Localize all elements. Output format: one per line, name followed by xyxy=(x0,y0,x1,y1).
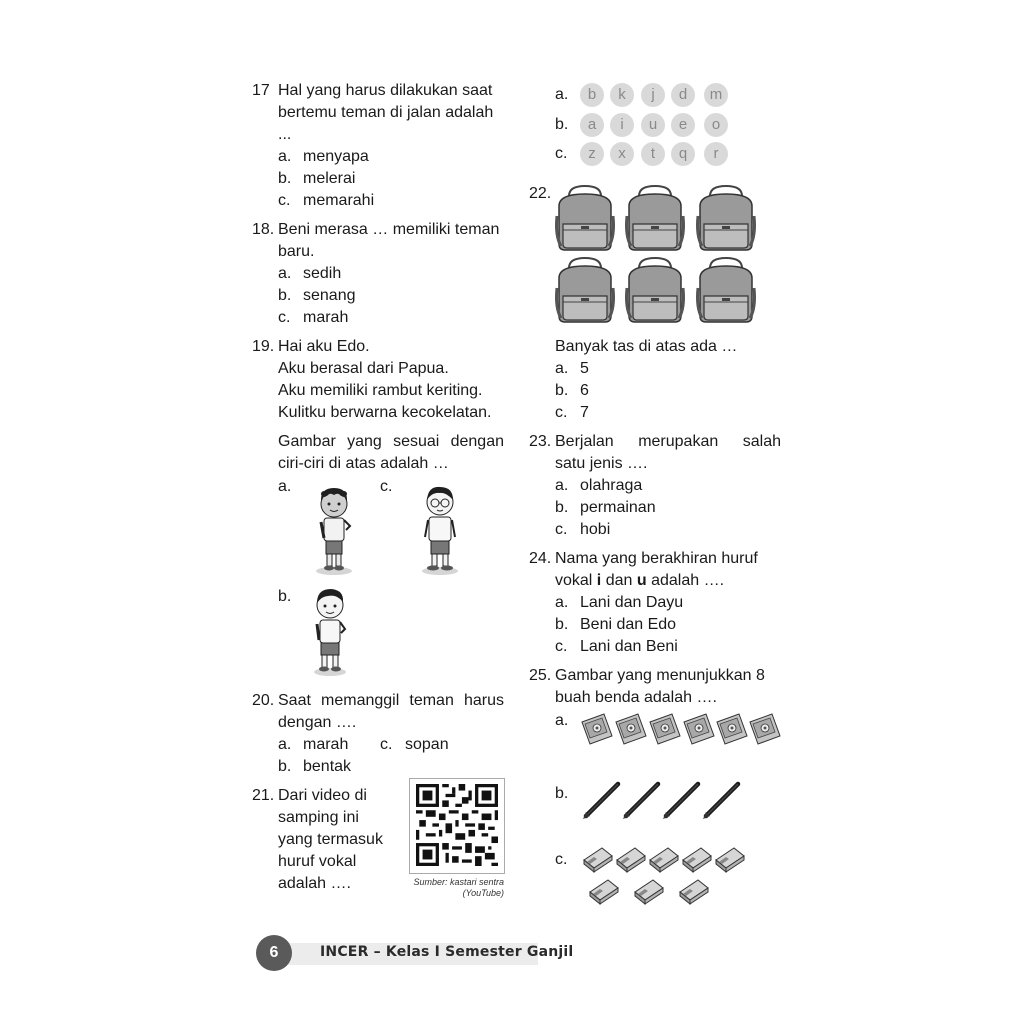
q23-option-b: permainan xyxy=(580,499,656,516)
q19-text-line1: Hai aku Edo. xyxy=(278,338,370,355)
backpack-icon xyxy=(696,258,760,324)
q24-text-line1: Nama yang berakhiran huruf xyxy=(555,550,758,567)
q24-text-part: vokal xyxy=(555,572,597,589)
q21-text-line5: adalah …. xyxy=(278,875,351,892)
q17-option-c-label: c. xyxy=(278,192,291,209)
q18-text-line2: baru. xyxy=(278,243,315,260)
sharpener-icon xyxy=(748,714,782,746)
q19-text-line3: Aku memiliki rambut keriting. xyxy=(278,382,483,399)
q23-text-word: merupakan xyxy=(638,433,719,450)
q23-option-b-label: b. xyxy=(555,499,569,516)
boy-curly-hair-illustration xyxy=(310,482,358,576)
letter-circle: b xyxy=(580,83,604,107)
letter-circle: e xyxy=(671,113,695,137)
q20-option-a: marah xyxy=(303,736,349,753)
q17-option-b: melerai xyxy=(303,170,356,187)
q19-question-word: Gambar xyxy=(278,433,336,450)
q17-option-b-label: b. xyxy=(278,170,292,187)
qr-code xyxy=(416,784,498,866)
q20-text-line2: dengan …. xyxy=(278,714,357,731)
q18-option-c: marah xyxy=(303,309,349,326)
q17-option-c: memarahi xyxy=(303,192,375,209)
q22-option-a: 5 xyxy=(580,360,589,377)
q24-option-b-label: b. xyxy=(555,616,569,633)
backpack-icon xyxy=(696,186,760,252)
q17-option-a: menyapa xyxy=(303,148,369,165)
q24-vowel-i: i xyxy=(596,572,602,589)
q20-text-word: memanggil xyxy=(321,692,400,709)
q21-number: 21. xyxy=(252,787,275,804)
page-number: 6 xyxy=(256,935,292,971)
letter-circle: j xyxy=(641,83,665,107)
sharpener-icon xyxy=(715,714,749,746)
q21-option-a-label: a. xyxy=(555,86,569,103)
sharpener-icon xyxy=(614,714,648,746)
q21-text-line1: Dari video di xyxy=(278,787,367,804)
pencil-icon xyxy=(582,778,622,822)
sharpener-icon xyxy=(648,714,682,746)
letter-circle: q xyxy=(671,142,695,166)
q25-text-line2: buah benda adalah …. xyxy=(555,689,717,706)
q25-option-c-label: c. xyxy=(555,851,568,868)
boy-glasses-illustration xyxy=(416,482,464,576)
q24-option-a-label: a. xyxy=(555,594,569,611)
q21-text-line2: samping ini xyxy=(278,809,359,826)
backpack-icon xyxy=(555,186,619,252)
backpack-icon xyxy=(625,258,689,324)
eraser-icon xyxy=(582,846,614,874)
q19-option-b-label: b. xyxy=(278,588,292,605)
q19-question-line2: ciri-ciri di atas adalah … xyxy=(278,455,449,472)
letter-circle: o xyxy=(704,113,728,137)
q17-text-line2: bertemu teman di jalan adalah xyxy=(278,104,494,121)
boy-straight-hair-illustration xyxy=(306,584,354,678)
q23-option-a-label: a. xyxy=(555,477,569,494)
q19-number: 19. xyxy=(252,338,275,355)
q19-question-word: dengan xyxy=(450,433,504,450)
letter-circle: k xyxy=(610,83,634,107)
q19-question-line1 xyxy=(278,431,504,453)
q20-text-word: teman xyxy=(409,692,454,709)
letter-circle: d xyxy=(671,83,695,107)
q24-option-b: Beni dan Edo xyxy=(580,616,677,633)
letter-circle: t xyxy=(641,142,665,166)
q23-number: 23. xyxy=(529,433,552,450)
q25-number: 25. xyxy=(529,667,552,684)
q22-option-b: 6 xyxy=(580,382,589,399)
q20-option-c-label: c. xyxy=(380,736,393,753)
backpack-icon xyxy=(625,186,689,252)
q23-text-word: salah xyxy=(742,433,781,450)
sharpener-icon xyxy=(682,714,716,746)
letter-circle: a xyxy=(580,113,604,137)
eraser-icon xyxy=(615,846,647,874)
q17-number: 17 xyxy=(252,82,270,99)
q18-text-line1: Beni merasa … memiliki teman xyxy=(278,221,500,238)
q20-option-a-label: a. xyxy=(278,736,292,753)
q25-option-b-label: b. xyxy=(555,785,569,802)
q18-option-b: senang xyxy=(303,287,356,304)
q22-question: Banyak tas di atas ada … xyxy=(555,338,738,355)
q18-option-a-label: a. xyxy=(278,265,292,282)
q25-option-a-label: a. xyxy=(555,712,569,729)
q17-text-line3: ... xyxy=(278,126,292,143)
q20-option-b: bentak xyxy=(303,758,352,775)
eraser-icon xyxy=(648,846,680,874)
eraser-icon xyxy=(678,878,710,906)
q24-option-a: Lani dan Dayu xyxy=(580,594,684,611)
pencil-icon xyxy=(702,778,742,822)
sharpener-icon xyxy=(580,714,614,746)
q19-option-c-label: c. xyxy=(380,478,393,495)
q24-vowel-u: u xyxy=(636,572,647,589)
q24-text-part: adalah …. xyxy=(646,572,725,589)
q19-option-a-label: a. xyxy=(278,478,292,495)
q18-option-b-label: b. xyxy=(278,287,292,304)
qr-code-frame[interactable] xyxy=(409,778,505,874)
eraser-icon xyxy=(633,878,665,906)
q24-text-line2 xyxy=(555,570,724,592)
letter-circle: u xyxy=(641,113,665,137)
q21-option-c-label: c. xyxy=(555,145,568,162)
q17-option-a-label: a. xyxy=(278,148,292,165)
q22-option-c: 7 xyxy=(580,404,589,421)
q23-text-word: Berjalan xyxy=(555,433,614,450)
pencil-icon xyxy=(662,778,702,822)
q20-option-c: sopan xyxy=(405,736,449,753)
pencil-icon xyxy=(622,778,662,822)
q21-option-b-label: b. xyxy=(555,116,569,133)
q19-question-word: sesuai xyxy=(393,433,440,450)
q22-option-c-label: c. xyxy=(555,404,568,421)
q24-option-c: Lani dan Beni xyxy=(580,638,678,655)
q19-text-line2: Aku berasal dari Papua. xyxy=(278,360,449,377)
qr-source-caption-line2: (YouTube) xyxy=(462,888,504,898)
q18-option-a: sedih xyxy=(303,265,342,282)
eraser-icon xyxy=(588,878,620,906)
q18-option-c-label: c. xyxy=(278,309,291,326)
qr-source-caption-line1: Sumber: kastari sentra xyxy=(413,877,504,887)
q22-number: 22. xyxy=(529,185,552,202)
q25-text-line1: Gambar yang menunjukkan 8 xyxy=(555,667,765,684)
q21-text-line4: huruf vokal xyxy=(278,853,357,870)
eraser-icon xyxy=(681,846,713,874)
letter-circle: i xyxy=(610,113,634,137)
q18-number: 18. xyxy=(252,221,275,238)
eraser-icon xyxy=(714,846,746,874)
q21-text-line3: yang termasuk xyxy=(278,831,383,848)
q24-text-part: dan xyxy=(601,572,637,589)
q23-option-c-label: c. xyxy=(555,521,568,538)
q19-text-line4: Kulitku berwarna kecokelatan. xyxy=(278,404,492,421)
q22-option-a-label: a. xyxy=(555,360,569,377)
q20-text-word: harus xyxy=(463,692,504,709)
q23-option-c: hobi xyxy=(580,521,611,538)
letter-circle: m xyxy=(704,83,728,107)
letter-circle: z xyxy=(580,142,604,166)
q20-text-line1 xyxy=(278,690,504,712)
q24-number: 24. xyxy=(529,550,552,567)
backpack-icon xyxy=(555,258,619,324)
letter-circle: x xyxy=(610,142,634,166)
q23-text-line1 xyxy=(555,431,781,453)
q17-text-line1: Hal yang harus dilakukan saat xyxy=(278,82,493,99)
q24-option-c-label: c. xyxy=(555,638,568,655)
q20-option-b-label: b. xyxy=(278,758,292,775)
q23-text-line2: satu jenis …. xyxy=(555,455,648,472)
q20-number: 20. xyxy=(252,692,275,709)
footer-title: INCER – Kelas I Semester Ganjil xyxy=(320,944,574,960)
letter-circle: r xyxy=(704,142,728,166)
q23-option-a: olahraga xyxy=(580,477,643,494)
q19-question-word: yang xyxy=(347,433,382,450)
q22-option-b-label: b. xyxy=(555,382,569,399)
q20-text-word: Saat xyxy=(278,692,311,709)
